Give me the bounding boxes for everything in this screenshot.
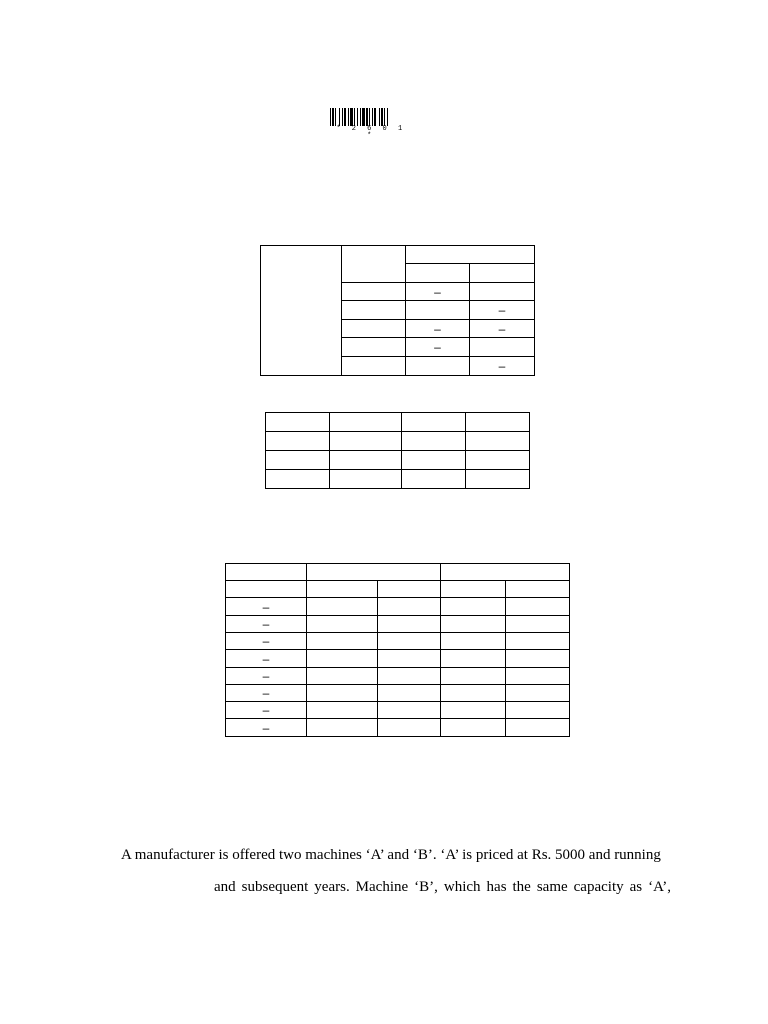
- table-row: [226, 564, 570, 581]
- table-cell: [266, 413, 330, 432]
- table-cell: [378, 581, 441, 598]
- table-cell: [470, 283, 535, 301]
- table-cell: [266, 451, 330, 470]
- table-cell: [441, 702, 506, 719]
- table-cell: [466, 432, 530, 451]
- table-cell: –: [226, 702, 307, 719]
- table-cell: [307, 668, 378, 685]
- table-cell: [506, 598, 570, 616]
- table-row: [226, 668, 570, 685]
- barcode-text: * 2 6 0 1 *: [336, 125, 406, 140]
- table-cell: [506, 668, 570, 685]
- table-cell: [378, 633, 441, 650]
- table-cell: [342, 301, 406, 320]
- table-cell: [470, 264, 535, 283]
- table-cell: [307, 650, 378, 668]
- table-cell: –: [226, 668, 307, 685]
- table-cell: [378, 685, 441, 702]
- table-cell: [506, 650, 570, 668]
- table-cell: [402, 432, 466, 451]
- table-cell: [441, 564, 570, 581]
- table-cell: [342, 283, 406, 301]
- table-cell: [261, 246, 342, 376]
- paragraph-line-2: and subsequent years. Machine ‘B’, which has the same capacity as ‘A’,: [214, 879, 671, 895]
- table-row: [226, 702, 570, 719]
- table-cell: [441, 598, 506, 616]
- table-cell: –: [226, 685, 307, 702]
- table-row: [226, 685, 570, 702]
- table-cell: [378, 650, 441, 668]
- table-cell: –: [406, 320, 470, 338]
- table-cell: [441, 668, 506, 685]
- table-cell: [466, 470, 530, 489]
- table-cell: [506, 685, 570, 702]
- table-cell: –: [470, 357, 535, 376]
- table-cell: [330, 413, 402, 432]
- table-cell: [406, 246, 535, 264]
- table-row: [226, 581, 570, 598]
- table-cell: [470, 338, 535, 357]
- table-cell: –: [406, 283, 470, 301]
- table-cell: [342, 357, 406, 376]
- table-cell: [378, 668, 441, 685]
- table-cell: [307, 598, 378, 616]
- table-cell: [307, 702, 378, 719]
- table-cell: [466, 413, 530, 432]
- paragraph-line-1: A manufacturer is offered two machines ‘A’ and ‘B’. ‘A’ is priced at Rs. 5000 and running: [121, 847, 661, 863]
- table-cell: [506, 702, 570, 719]
- table-cell: [441, 650, 506, 668]
- table-row: [226, 598, 570, 616]
- table-cell: [226, 564, 307, 581]
- table-row: [226, 616, 570, 633]
- table-3: [225, 563, 570, 737]
- table-2: [265, 412, 530, 489]
- table-cell: [330, 432, 402, 451]
- table-cell: –: [226, 650, 307, 668]
- table-cell: [506, 581, 570, 598]
- table-cell: –: [470, 320, 535, 338]
- table-cell: [307, 616, 378, 633]
- table-row: [226, 719, 570, 737]
- table-cell: [378, 719, 441, 737]
- table-cell: [307, 685, 378, 702]
- table-cell: –: [406, 338, 470, 357]
- table-cell: [506, 719, 570, 737]
- table-cell: [406, 301, 470, 320]
- table-cell: [402, 470, 466, 489]
- table-cell: [342, 246, 406, 283]
- table-cell: [378, 598, 441, 616]
- table-cell: [226, 581, 307, 598]
- table-1: [260, 245, 535, 376]
- table-cell: [378, 616, 441, 633]
- table-cell: [307, 564, 441, 581]
- table-cell: [406, 264, 470, 283]
- table-row: [261, 246, 535, 264]
- table-cell: [441, 581, 506, 598]
- table-cell: [378, 702, 441, 719]
- table-cell: [307, 581, 378, 598]
- table-cell: [266, 470, 330, 489]
- table-cell: –: [226, 598, 307, 616]
- table-cell: [307, 633, 378, 650]
- table-cell: [330, 451, 402, 470]
- table-row: [266, 432, 530, 451]
- table-row: [226, 650, 570, 668]
- table-cell: [441, 685, 506, 702]
- table-cell: [330, 470, 402, 489]
- table-row: [266, 413, 530, 432]
- table-cell: [441, 633, 506, 650]
- table-cell: [441, 719, 506, 737]
- table-cell: [266, 432, 330, 451]
- table-row: [266, 451, 530, 470]
- table-cell: [441, 616, 506, 633]
- table-cell: –: [226, 719, 307, 737]
- barcode: [330, 108, 412, 140]
- table-cell: [466, 451, 530, 470]
- table-row: [266, 470, 530, 489]
- table-cell: [342, 338, 406, 357]
- table-cell: [342, 320, 406, 338]
- table-cell: –: [226, 616, 307, 633]
- table-cell: –: [226, 633, 307, 650]
- table-cell: [402, 451, 466, 470]
- table-cell: –: [470, 301, 535, 320]
- table-cell: [402, 413, 466, 432]
- barcode-bars-icon: [330, 108, 412, 126]
- table-cell: [506, 633, 570, 650]
- table-cell: [307, 719, 378, 737]
- table-row: [226, 633, 570, 650]
- table-cell: [506, 616, 570, 633]
- table-cell: [406, 357, 470, 376]
